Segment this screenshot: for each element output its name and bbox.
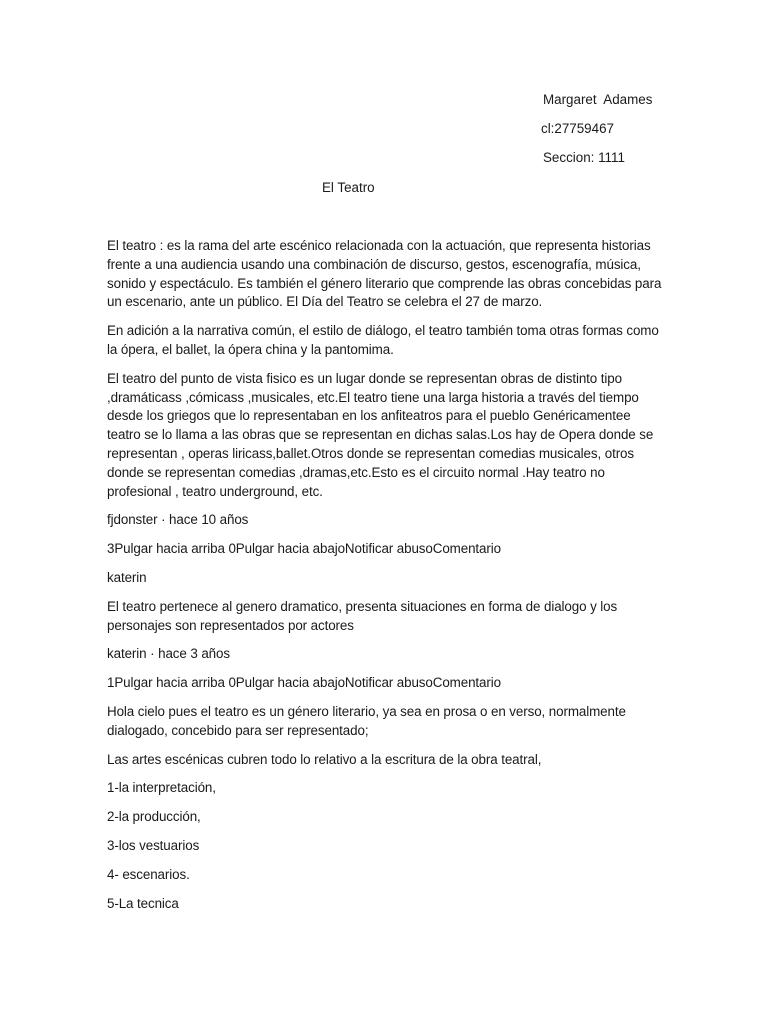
document-title: El Teatro — [322, 180, 375, 195]
paragraph-definition: El teatro : es la rama del arte escénico relacionada con la actuación, que representa historias frente a una audiencia usando una combinación de discurso, gestos, escenografía, música, sonido y espectáculo. Es también el género literario que comprende las obras concebidas para un escenario, ante un público. El Día del Teatro se celebra el 27 de marzo. — [107, 238, 662, 310]
list-item: 3-los vestuarios — [107, 837, 200, 853]
comment-actions-1: 3Pulgar hacia arriba 0Pulgar hacia abajoNotificar abusoComentario — [107, 541, 501, 557]
author-id: cl:27759467 — [541, 121, 614, 136]
list-item: 1-la interpretación, — [107, 780, 216, 796]
comment-actions-2: 1Pulgar hacia arriba 0Pulgar hacia abajoNotificar abusoComentario — [107, 675, 501, 691]
paragraph-literary: Hola cielo pues el teatro es un género literario, ya sea en prosa o en verso, normalmente dialogado, concebido para ser representado; — [107, 703, 626, 738]
comment-author-1: fjdonster · hace 10 años — [107, 512, 249, 528]
author-section: Seccion: 1111 — [543, 150, 625, 165]
document-body — [107, 237, 663, 923]
paragraph-physical: El teatro del punto de vista fisico es un lugar donde se representan obras de distinto tipo ,dramáticass ,cómicass ,musicales, etc.El teatro tiene una larga historia a través del tiempo desde los griegos que lo representaban en los anfiteatros para el pueblo Genéricamentee teatro se lo llama a las obras que se representan en dichas salas.Los hay de Opera donde se representan , operas liricass,ballet.Otros donde se representan comedias musicales, otros donde se representan comedias ,dramas,etc.Esto es el circuito normal .Hay teatro no profesional , teatro underground, etc. — [107, 370, 654, 499]
list-item: 5-La tecnica — [107, 895, 179, 911]
comment-author-2: katerin — [107, 569, 147, 585]
paragraph-forms: En adición a la narrativa común, el estilo de diálogo, el teatro también toma otras formas como la ópera, el ballet, la ópera china y la pantomima. — [107, 323, 659, 357]
list-item: 2-la producción, — [107, 809, 201, 825]
comment-author-3: katerin · hace 3 años — [107, 646, 230, 662]
list-item: 4- escenarios. — [107, 866, 190, 882]
paragraph-arts: Las artes escénicas cubren todo lo relativo a la escritura de la obra teatral, — [107, 751, 542, 767]
paragraph-dramatic: El teatro pertenece al genero dramatico, presenta situaciones en forma de dialogo y los personajes son representados por actores — [107, 598, 618, 633]
author-name: Margaret Adames — [543, 92, 653, 107]
